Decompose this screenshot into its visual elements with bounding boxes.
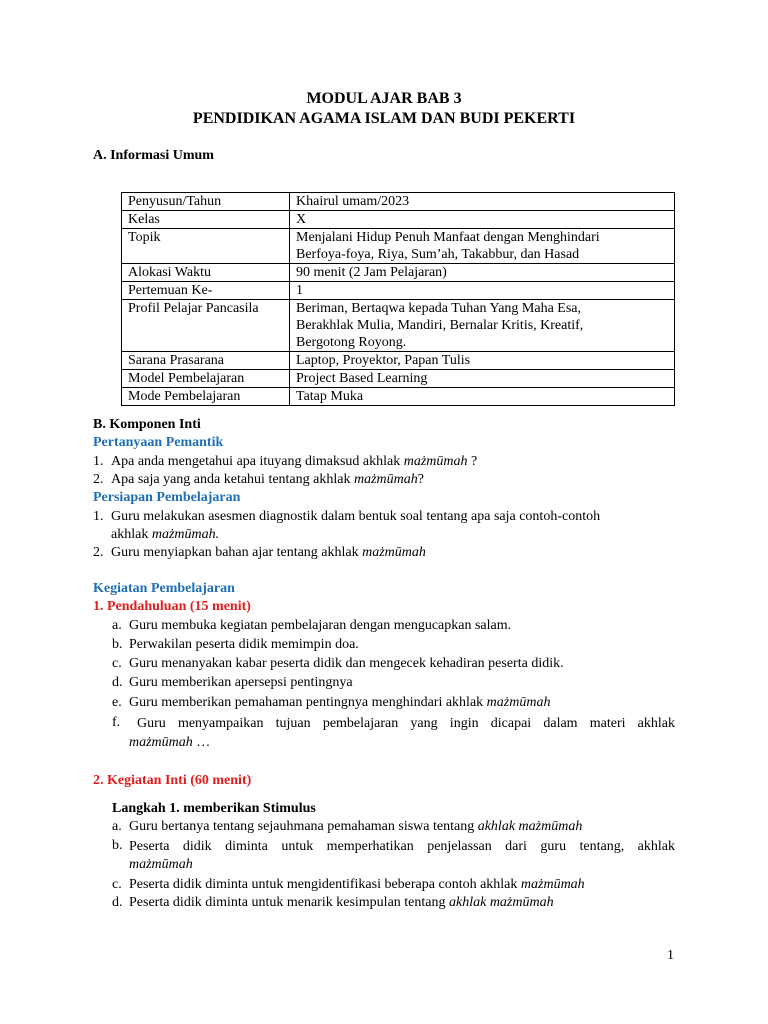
- list-item: 1. Apa anda mengetahui apa ituyang dimaksud akhlak mażmūmah ?: [93, 454, 478, 469]
- pemantik-heading: Pertanyaan Pemantik: [93, 435, 224, 450]
- page-number: 1: [667, 948, 674, 963]
- list-item: c. Guru menanyakan kabar peserta didik dan mengecek kehadiran peserta didik.: [112, 656, 564, 671]
- list-item: 2. Apa saja yang anda ketahui tentang akhlak mażmūmah?: [93, 472, 424, 487]
- list-item: 2. Guru menyiapkan bahan ajar tentang akhlak mażmūmah: [93, 545, 426, 560]
- inti-heading: 2. Kegiatan Inti (60 menit): [93, 773, 252, 788]
- table-row: [122, 370, 675, 388]
- table-key: Mode Pembelajaran: [122, 388, 290, 406]
- table-value: X: [290, 211, 675, 229]
- table-key: Penyusun/Tahun: [122, 193, 290, 211]
- section-a-heading: A. Informasi Umum: [93, 148, 214, 163]
- kegiatan-heading: Kegiatan Pembelajaran: [93, 581, 235, 596]
- list-item-text: Peserta didik diminta untuk memperhatikan penjelassan dari guru tentang, akhlak: [129, 839, 675, 854]
- table-value: 90 menit (2 Jam Pelajaran): [290, 264, 675, 282]
- list-item: c. Peserta didik diminta untuk mengidentifikasi beberapa contoh akhlak mażmūmah: [112, 877, 585, 892]
- table-value: 1: [290, 282, 675, 300]
- document-title: MODUL AJAR BAB 3: [306, 90, 462, 107]
- table-key: Topik: [122, 229, 290, 264]
- table-key: Sarana Prasarana: [122, 352, 290, 370]
- list-item-text: Guru menyampaikan tujuan pembelajaran yang ingin dicapai dalam materi akhlak: [137, 716, 675, 731]
- info-table: [121, 192, 675, 406]
- table-row: [122, 282, 675, 300]
- table-value-line: Menjalani Hidup Penuh Manfaat dengan Menghindari: [296, 230, 600, 245]
- table-value: Project Based Learning: [290, 370, 675, 388]
- document-subtitle: PENDIDIKAN AGAMA ISLAM DAN BUDI PEKERTI: [192, 110, 576, 127]
- pendahuluan-heading: 1. Pendahuluan (15 menit): [93, 599, 251, 614]
- table-row: [122, 300, 675, 352]
- list-item: e. Guru memberikan pemahaman pentingnya menghindari akhlak mażmūmah: [112, 695, 551, 710]
- table-key: Alokasi Waktu: [122, 264, 290, 282]
- table-value: Khairul umam/2023: [290, 193, 675, 211]
- persiapan-heading: Persiapan Pembelajaran: [93, 490, 241, 505]
- table-value-line: Beriman, Bertaqwa kepada Tuhan Yang Maha Esa,: [296, 301, 582, 316]
- list-item: d. Guru memberikan apersepsi pentingnya: [112, 675, 353, 690]
- table-row: [122, 229, 675, 264]
- table-value: [290, 229, 675, 264]
- section-b-heading: B. Komponen Inti: [93, 417, 201, 432]
- list-item: f.: [112, 715, 121, 730]
- table-value-line: Berfoya-foya, Riya, Sum’ah, Takabbur, dan Hasad: [296, 247, 580, 262]
- list-item-continuation: mażmūmah: [129, 857, 193, 872]
- table-key: Pertemuan Ke-: [122, 282, 290, 300]
- table-row: [122, 388, 675, 406]
- list-item: a. Guru membuka kegiatan pembelajaran dengan mengucapkan salam.: [112, 618, 512, 633]
- table-value-line: Berakhlak Mulia, Mandiri, Bernalar Kritis, Kreatif,: [296, 318, 584, 333]
- list-item-continuation: mażmūmah …: [129, 735, 211, 750]
- table-key: Model Pembelajaran: [122, 370, 290, 388]
- table-row: [122, 264, 675, 282]
- table-value: [290, 300, 675, 352]
- list-item-continuation: akhlak mażmūmah.: [111, 527, 220, 542]
- table-key: Kelas: [122, 211, 290, 229]
- table-row: [122, 193, 675, 211]
- list-item: 1. Guru melakukan asesmen diagnostik dalam bentuk soal tentang apa saja contoh-contoh: [93, 509, 601, 524]
- langkah-heading: Langkah 1. memberikan Stimulus: [112, 801, 316, 816]
- list-item: d. Peserta didik diminta untuk menarik kesimpulan tentang akhlak mażmūmah: [112, 895, 554, 910]
- table-value-line: Bergotong Royong.: [296, 335, 407, 350]
- table-key: Profil Pelajar Pancasila: [122, 300, 290, 352]
- table-row: [122, 352, 675, 370]
- list-item: b.: [112, 838, 123, 853]
- list-item: b. Perwakilan peserta didik memimpin doa.: [112, 637, 359, 652]
- table-value: Laptop, Proyektor, Papan Tulis: [290, 352, 675, 370]
- table-row: [122, 211, 675, 229]
- table-value: Tatap Muka: [290, 388, 675, 406]
- list-item: a. Guru bertanya tentang sejauhmana pemahaman siswa tentang akhlak mażmūmah: [112, 819, 583, 834]
